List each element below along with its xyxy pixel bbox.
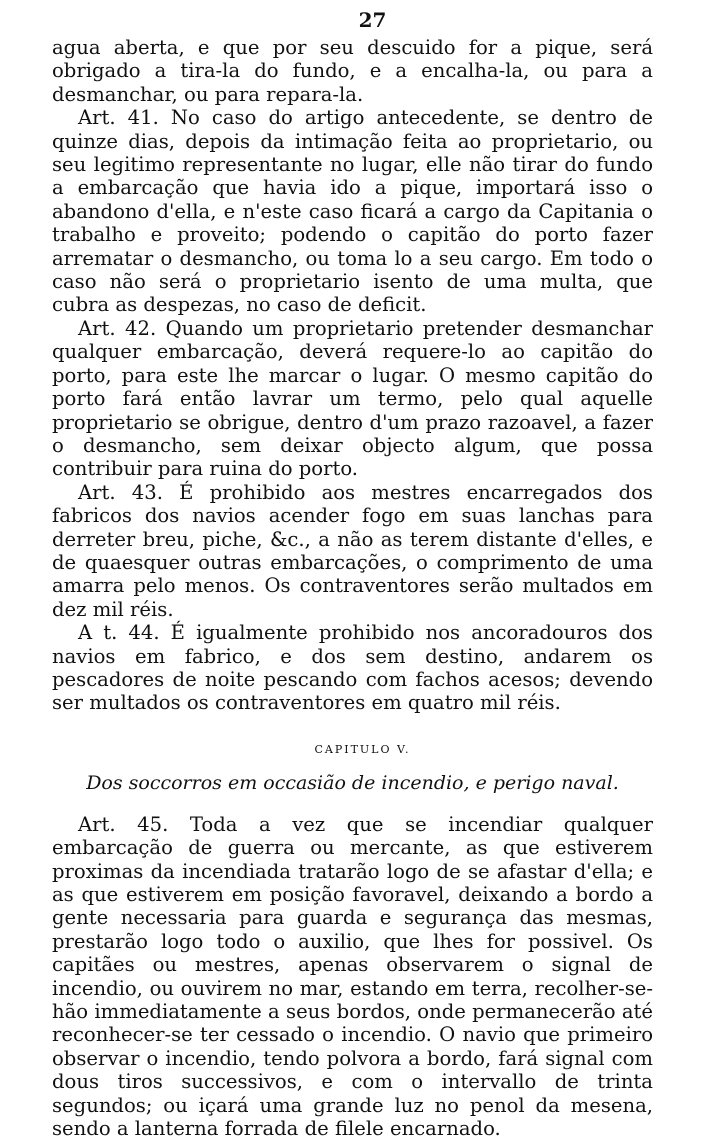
chapter-heading: CAPITULO V. [314, 742, 411, 756]
section-title: Dos soccorros em occasião de incendio, e perigo naval. [86, 771, 619, 794]
paragraph-continuation: agua aberta, e que por seu descuido for a pique, será obrigado a tira-la do fundo, e a encalha-la, ou para a desmanchar, ou para repara-la. [52, 36, 653, 106]
paragraph-art-45: Art. 45. Toda a vez que se incendiar qualquer embarcação de guerra ou mercante, as que estiverem proximas da incendiada tratarão logo de se afastar d'ella; e as que estiverem em posição favoravel, deixando a bordo a gente necessaria para guarda e segurança das mesmas, prestarão logo todo o auxilio, que lhes for possivel. Os capitães ou mestres, apenas observarem o signal de incendio, ou ouvirem no mar, estando em terra, recolher-se-hão immediatamente a seus bordos, onde permanecerão até reconhecer-se ter cessado o incendio. O navio que primeiro observar o incendio, tendo polvora a bordo, fará signal com dous tiros successivos, e com o intervallo de trinta segundos; ou içará uma grande luz no penol da mesena, sendo a lanterna forrada de filele encarnado. [52, 812, 653, 1140]
paragraph-art-44: A t. 44. É igualmente prohibido nos ancoradouros dos navios em fabrico, e dos sem destino, andarem os pescadores de noite pescando com fachos acesos; devendo ser multados os contraventores em quatro mil réis. [52, 621, 653, 715]
paragraph-art-42: Art. 42. Quando um proprietario pretender desmanchar qualquer embarcação, deverá requere-lo ao capitão do porto, para este lhe marcar o lugar. O mesmo capitão do porto fará então lavrar um termo, pelo qual aquelle proprietario se obrigue, dentro d'um prazo razoavel, a fazer o desmancho, sem deixar objecto algum, que possa contribuir para ruina do porto. [52, 316, 653, 481]
paragraph-art-43: Art. 43. É prohibido aos mestres encarregados dos fabricos dos navios acender fogo em suas lanchas para derreter breu, piche, &c., a não as terem distante d'elles, e de quaesquer outras embarcações, o comprimento de uma amarra pelo menos. Os contraventores serão multados em dez mil réis. [52, 480, 653, 621]
paragraph-art-41: Art. 41. No caso do artigo antecedente, se dentro de quinze dias, depois da intimação feita ao proprietario, ou seu legitimo representante no lugar, elle não tirar do fundo a embarcação que havia ido a pique, importará isso o abandono d'ella, e n'este caso ficará a cargo da Capitania o trabalho e proveito; podendo o capitão do porto fazer arrematar o desmancho, ou toma lo a seu cargo. Em todo o caso não será o proprietario isento de uma multa, que cubra as despezas, no caso de deficit. [52, 106, 653, 317]
page-number: 27 [358, 8, 387, 32]
